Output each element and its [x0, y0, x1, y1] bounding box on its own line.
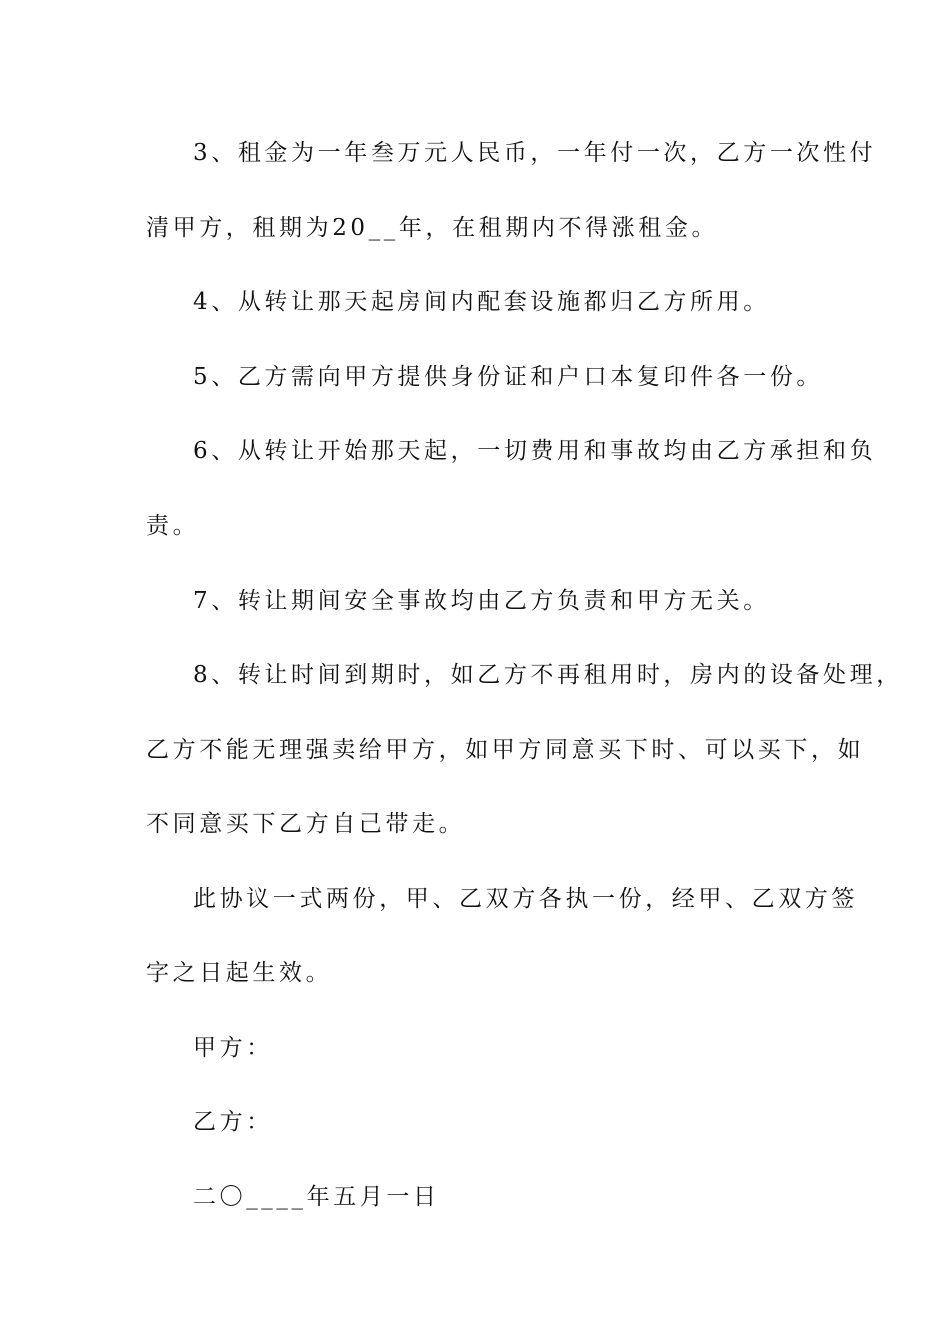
clause-5: 5、乙方需向甲方提供身份证和户口本复印件各一份。 — [193, 364, 824, 390]
party-a-signature-label: 甲方： — [193, 1035, 273, 1061]
party-b-signature-label: 乙方： — [193, 1109, 273, 1135]
signing-date: 二〇____年五月一日 — [193, 1184, 440, 1210]
clause-7: 7、转让期间安全事故均由乙方负责和甲方无关。 — [193, 588, 770, 614]
agreement-copies-line-2: 字之日起生效。 — [146, 960, 333, 986]
clause-8-line-2: 乙方不能无理强卖给甲方，如甲方同意买下时、可以买下，如 — [146, 737, 865, 763]
clause-6-line-1: 6、从转让开始那天起，一切费用和事故均由乙方承担和负 — [193, 438, 877, 464]
clause-3-line-1: 3、租金为一年叁万元人民币，一年付一次，乙方一次性付 — [193, 140, 877, 166]
clause-6-line-2: 责。 — [146, 513, 200, 539]
clause-8-line-1: 8、转让时间到期时，如乙方不再租用时，房内的设备处理， — [193, 662, 903, 688]
agreement-copies-line-1: 此协议一式两份，甲、乙双方各执一份，经甲、乙双方签 — [193, 886, 858, 912]
clause-8-line-3: 不同意买下乙方自己带走。 — [146, 811, 466, 837]
clause-3-line-2: 清甲方，租期为20__年，在租期内不得涨租金。 — [146, 215, 719, 241]
clause-4: 4、从转让那天起房间内配套设施都归乙方所用。 — [193, 289, 770, 315]
